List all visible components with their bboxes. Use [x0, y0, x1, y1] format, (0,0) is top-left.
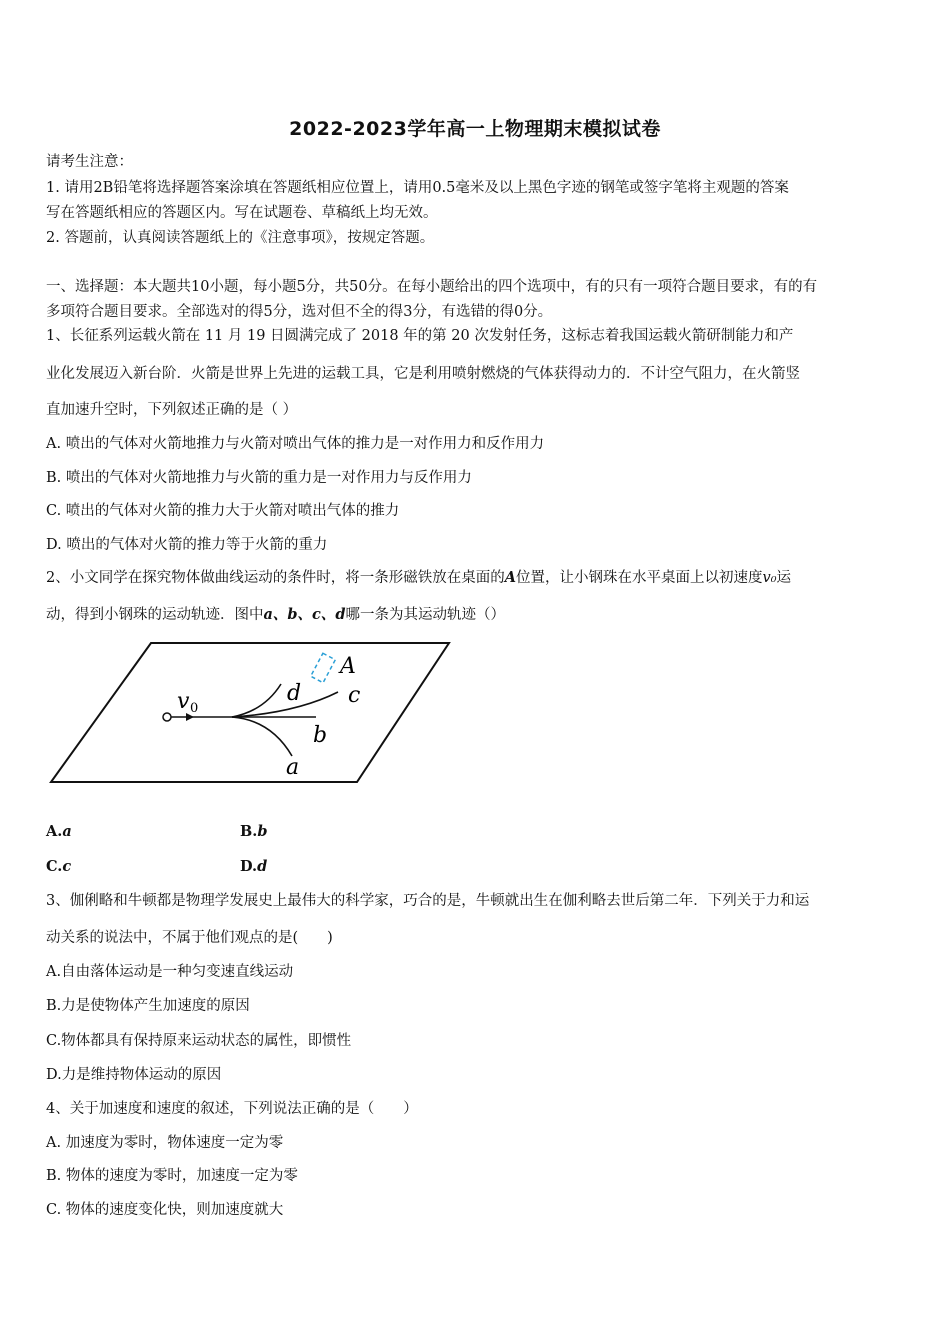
question-4-option-c: C. 物体的速度变化快，则加速度就大 — [46, 1202, 284, 1218]
notice-heading: 请考生注意： — [46, 154, 133, 170]
question-1-option-c: C. 喷出的气体对火箭的推力大于火箭对喷出气体的推力 — [46, 503, 400, 519]
label-c: c — [348, 683, 361, 708]
ball-start — [163, 713, 171, 721]
section-heading-cont: 多项符合题目要求。全部选对的得5分，选对但不全的得3分，有选错的得0分。 — [46, 304, 553, 320]
question-3-stem-2: 动关系的说法中，不属于他们观点的是( ) — [46, 930, 333, 946]
label-A: A — [340, 654, 356, 679]
trajectory-c — [232, 692, 338, 717]
label-d: d — [287, 681, 302, 706]
question-3-option-b: B.力是使物体产生加速度的原因 — [46, 998, 250, 1014]
q2-text-3: 运 — [776, 570, 792, 586]
q2-opt-d-val: d — [257, 858, 268, 875]
q2-opt-d-key: D. — [240, 858, 258, 875]
question-1-option-a: A. 喷出的气体对火箭地推力与火箭对喷出气体的推力是一对作用力和反作用力 — [46, 436, 545, 452]
q2-opt-a-val: a — [62, 823, 72, 840]
question-1-option-b: B. 喷出的气体对火箭地推力与火箭的重力是一对作用力与反作用力 — [46, 470, 472, 486]
q2-v0: v₀ — [762, 570, 777, 586]
q2-opt-b-val: b — [257, 823, 268, 840]
notice-item-2: 2. 答题前，认真阅读答题纸上的《注意事项》，按规定答题。 — [46, 230, 435, 246]
question-3-option-c: C.物体都具有保持原来运动状态的属性，即惯性 — [46, 1033, 352, 1049]
question-2-option-d — [240, 857, 267, 877]
question-1-stem-2: 业化发展迈入新台阶．火箭是世界上先进的运载工具，它是利用喷射燃烧的气体获得动力的．不计空气阻力，在火箭竖 — [46, 366, 800, 382]
question-2-option-b — [240, 822, 267, 842]
label-v-sub: 0 — [190, 701, 199, 716]
page-title: 2022-2023学年高一上物理期末模拟试卷 — [289, 118, 661, 140]
question-3-stem: 3、伽俐略和牛顿都是物理学发展史上最伟大的科学家，巧合的是，牛顿就出生在伽利略去世后第二年．下列关于力和运 — [46, 893, 810, 909]
q2-letters: a、b、c、d — [263, 606, 346, 623]
magnet — [311, 653, 336, 683]
question-4-stem: 4、关于加速度和速度的叙述，下列说法正确的是（ ） — [46, 1101, 418, 1117]
q2-position-a: A — [504, 569, 516, 586]
q2-text-4: 动，得到小钢珠的运动轨迹．图中 — [46, 607, 264, 623]
section-heading: 一、选择题：本大题共10小题，每小题5分，共50分。在每小题给出的四个选项中，有的只有一项符合题目要求，有的有 — [46, 279, 818, 295]
question-1-stem-3: 直加速升空时，下列叙述正确的是（ ） — [46, 402, 298, 418]
notice-item-1: 1. 请用2B铅笔将选择题答案涂填在答题纸相应位置上，请用0.5毫米及以上黑色字迹的钢笔或签字笔将主观题的答案 — [46, 180, 789, 196]
question-4-option-b: B. 物体的速度为零时，加速度一定为零 — [46, 1168, 298, 1184]
q2-opt-c-key: C. — [46, 858, 63, 875]
question-3-option-d: D.力是维持物体运动的原因 — [46, 1067, 222, 1083]
question-2-stem — [46, 568, 906, 588]
q2-text-1: 2、小文同学在探究物体做曲线运动的条件时，将一条形磁铁放在桌面的 — [46, 570, 505, 586]
table-surface — [51, 643, 449, 782]
label-b: b — [313, 723, 328, 748]
trajectory-figure — [46, 638, 456, 790]
q2-text-2: 位置，让小钢珠在水平桌面上以初速度 — [516, 570, 763, 586]
question-3-option-a: A.自由落体运动是一种匀变速直线运动 — [46, 964, 294, 980]
q2-opt-a-key: A. — [46, 823, 63, 840]
q2-opt-c-val: c — [62, 858, 72, 875]
question-2-option-a — [46, 822, 72, 842]
q2-text-5: 哪一条为其运动轨迹（） — [345, 607, 506, 623]
trajectory-a — [232, 717, 292, 756]
question-1-stem: 1、长征系列运载火箭在 11 月 19 日圆满完成了 2018 年的第 20 次发射任务，这标志着我国运载火箭研制能力和产 — [46, 328, 794, 344]
question-2-option-c — [46, 857, 71, 877]
label-v: v — [177, 689, 190, 714]
notice-item-1-cont: 写在答题纸相应的答题区内。写在试题卷、草稿纸上均无效。 — [46, 205, 438, 221]
label-a: a — [286, 755, 300, 780]
question-2-stem-2 — [46, 605, 906, 625]
q2-opt-b-key: B. — [240, 823, 258, 840]
question-4-option-a: A. 加速度为零时，物体速度一定为零 — [46, 1135, 284, 1151]
question-1-option-d: D. 喷出的气体对火箭的推力等于火箭的重力 — [46, 537, 328, 553]
